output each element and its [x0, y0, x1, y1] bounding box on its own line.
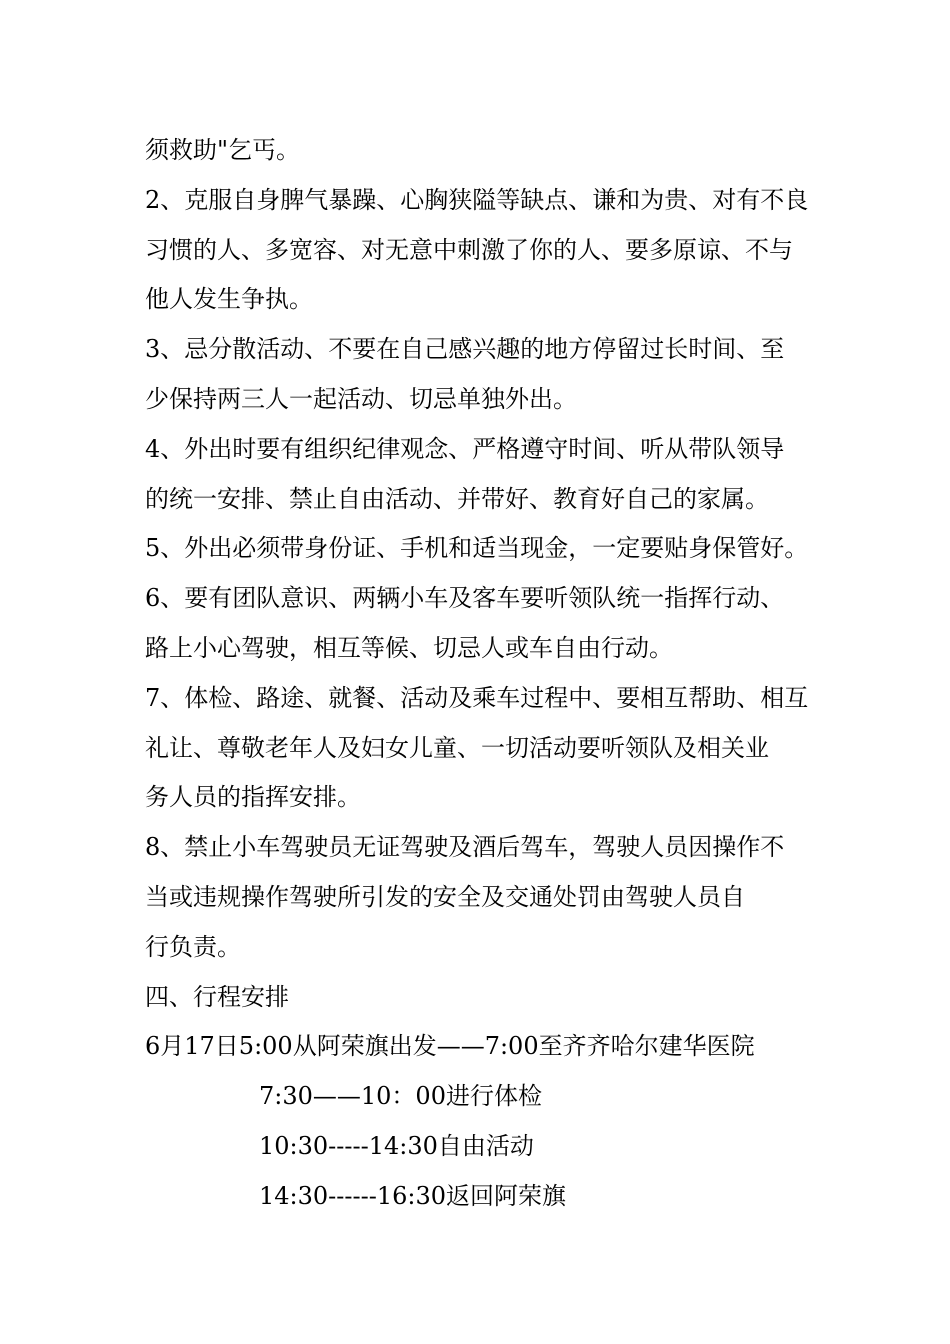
rule-2-line-1: 2、克服自身脾气暴躁、心胸狭隘等缺点、谦和为贵、对有不良	[145, 185, 809, 214]
rule-3-line-2: 少保持两三人一起活动、切忌单独外出。	[145, 384, 577, 413]
paragraph-line-continuation: 须救助"乞丐。	[145, 136, 301, 164]
rule-5-line-1: 5、外出必须带身份证、手机和适当现金，一定要贴身保管好。	[145, 534, 809, 563]
rule-3-line-1: 3、忌分散活动、不要在自己感兴趣的地方停留过长时间、至	[145, 335, 785, 364]
rule-8-line-2: 当或违规操作驾驶所引发的安全及交通处罚由驾驶人员自	[145, 882, 745, 911]
rule-4-line-2: 的统一安排、禁止自由活动、并带好、教育好自己的家属。	[145, 484, 769, 513]
rule-7-line-2: 礼让、尊敬老年人及妇女儿童、一切活动要听领队及相关业	[145, 733, 769, 762]
document-body	[145, 126, 810, 1222]
schedule-line-departure: 6月17日5:00从阿荣旗出发——7:00至齐齐哈尔建华医院	[145, 1032, 755, 1061]
schedule-line-checkup: 7:30——10：00进行体检	[259, 1082, 542, 1111]
rule-8-line-3: 行负责。	[145, 932, 241, 961]
rule-6-line-2: 路上小心驾驶，相互等候、切忌人或车自由行动。	[145, 633, 673, 662]
rule-2-line-3: 他人发生争执。	[145, 285, 313, 314]
schedule-line-return: 14:30------16:30返回阿荣旗	[259, 1181, 566, 1210]
rule-7-line-3: 务人员的指挥安排。	[145, 783, 361, 812]
schedule-line-free-time: 10:30-----14:30自由活动	[259, 1131, 534, 1160]
rule-4-line-1: 4、外出时要有组织纪律观念、严格遵守时间、听从带队领导	[145, 434, 785, 463]
rule-7-line-1: 7、体检、路途、就餐、活动及乘车过程中、要相互帮助、相互	[145, 683, 809, 712]
rule-8-line-1: 8、禁止小车驾驶员无证驾驶及酒后驾车，驾驶人员因操作不	[145, 833, 785, 862]
section-heading-schedule: 四、行程安排	[145, 982, 289, 1011]
rule-6-line-1: 6、要有团队意识、两辆小车及客车要听领队统一指挥行动、	[145, 584, 785, 613]
rule-2-line-2: 习惯的人、多宽容、对无意中刺激了你的人、要多原谅、不与	[145, 235, 793, 264]
